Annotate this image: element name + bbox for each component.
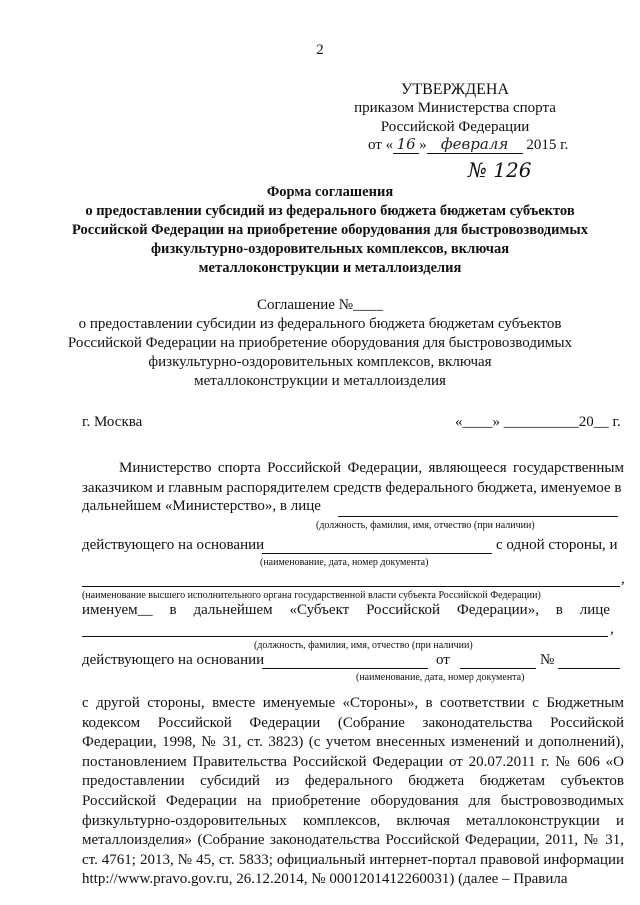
agreement-title bbox=[40, 296, 600, 391]
approval-date-sep: » bbox=[419, 137, 427, 153]
doc-date-field[interactable] bbox=[460, 668, 536, 669]
place-name: г. Москва bbox=[82, 414, 143, 430]
caption-person: (должность, фамилия, имя, отчество (при наличии) bbox=[254, 640, 473, 651]
org-field[interactable] bbox=[82, 586, 620, 587]
subject-basis-field[interactable] bbox=[262, 668, 428, 669]
subject-comma: , bbox=[610, 621, 614, 637]
page-number: 2 bbox=[316, 42, 324, 58]
para1-text: Министерство спорта Российской Федерации, являющееся государственным заказчиком и главным распорядителем средств федерального бюджета, именуемое в bbox=[82, 460, 624, 496]
from-label: от bbox=[436, 652, 450, 668]
org-comma: , bbox=[621, 571, 625, 587]
form-title-line2: о предоставлении субсидий из федерального бюджета бюджетам субъектов bbox=[85, 203, 575, 219]
subject-basis-label: действующего на основании bbox=[82, 652, 265, 668]
approval-date-year: 2015 г. bbox=[526, 137, 569, 153]
named-word: в bbox=[169, 602, 177, 618]
named-word: лице bbox=[579, 602, 610, 618]
form-title-line1: Форма соглашения bbox=[266, 184, 394, 200]
approval-line1: приказом Министерства спорта bbox=[354, 100, 556, 116]
basis-suffix: с одной стороны, и bbox=[496, 537, 618, 553]
doc-number-label: № bbox=[540, 652, 555, 668]
para1-line3: дальнейшем «Министерство», в лице bbox=[82, 498, 321, 514]
basis-field[interactable] bbox=[262, 553, 492, 554]
form-title bbox=[40, 183, 620, 278]
approval-date bbox=[368, 135, 568, 154]
subject-representative-field[interactable] bbox=[82, 636, 608, 637]
date-blank: «____» __________20__ г. bbox=[455, 414, 621, 430]
form-title-line3: Российской Федерации на приобретение оборудования для быстровозводимых bbox=[72, 222, 588, 238]
approval-date-month: февраля bbox=[427, 135, 523, 154]
doc-number-field[interactable] bbox=[558, 668, 620, 669]
approval-date-prefix: от « bbox=[368, 137, 394, 153]
agreement-title-line3: Российской Федерации на приобретение оборудования для быстровозводимых bbox=[67, 335, 573, 351]
caption-representative: (должность, фамилия, имя, отчество (при наличии) bbox=[316, 520, 535, 531]
form-title-line5: металлоконструкции и металлоизделия bbox=[198, 260, 462, 276]
caption-doc: (наименование, дата, номер документа) bbox=[356, 672, 525, 683]
basis-label: действующего на основании bbox=[82, 537, 265, 553]
agreement-title-line5: металлоконструкции и металлоизделия bbox=[194, 373, 446, 389]
approval-title: УТВЕРЖДЕНА bbox=[400, 81, 509, 98]
named-word: Российской bbox=[366, 602, 441, 618]
approval-number-handwritten: № 126 bbox=[468, 158, 532, 182]
agreement-title-line4: физкультурно-оздоровительных комплексов, включая bbox=[148, 354, 492, 370]
named-word: «Субъект bbox=[289, 602, 350, 618]
representative-field[interactable] bbox=[338, 516, 618, 517]
approval-date-day: 16 bbox=[393, 135, 419, 154]
caption-org: (наименование высшего исполнительного органа государственной власти субъекта Российской Федерации) bbox=[82, 590, 541, 601]
named-word: Федерации», bbox=[456, 602, 539, 618]
approval-line2: Российской Федерации bbox=[380, 119, 530, 135]
named-line bbox=[82, 602, 610, 619]
named-word: в bbox=[555, 602, 563, 618]
agreement-title-line1: Соглашение №____ bbox=[256, 297, 384, 313]
approval-stamp bbox=[330, 80, 580, 137]
agreement-title-line2: о предоставлении субсидии из федерального бюджета бюджетам субъектов bbox=[78, 316, 562, 332]
named-word: именуем__ bbox=[82, 602, 153, 618]
caption-basis: (наименование, дата, номер документа) bbox=[260, 557, 429, 568]
para2-text: с другой стороны, вместе именуемые «Стороны», в соответствии с Бюджетным кодексом Российской Федерации (Собрание законодательства Российской Федерации, 1998, № 31, ст. 3823) (с учетом внесенных изменений и дополнений), постановлением Правительства Российской Федерации от 20.07.2011 г. № 606 «О предоставлении субсидий из федерального бюджета бюджетам субъектов Российской Федерации на приобретение оборудования для быстровозводимых физкультурно-оздоровительных комплексов, включая металлоконструкции и металлоизделия» (Собрание законодательства Российской Федерации, 2011, № 31, ст. 4761; 2013, № 45, ст. 5833; официальный интернет-портал правовой информации http://www.pravo.gov.ru, 26.12.2014, № 0001201412260031) (далее – Правила bbox=[82, 695, 624, 888]
form-title-line4: физкультурно-оздоровительных комплексов, включая bbox=[150, 241, 510, 257]
named-word: дальнейшем bbox=[193, 602, 273, 618]
